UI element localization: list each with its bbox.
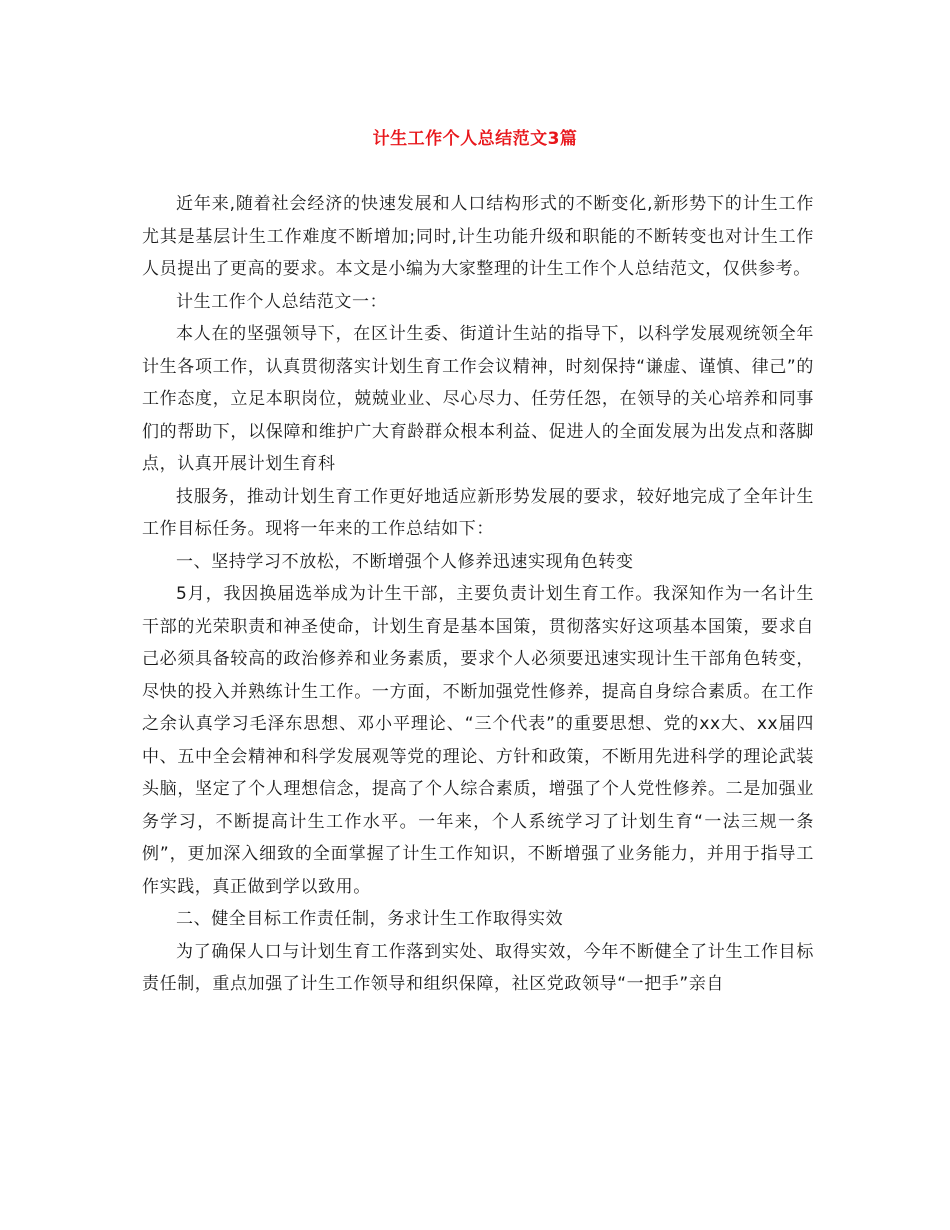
section-heading: 一、坚持学习不放松，不断增强个人修养迅速实现角色转变 [176,551,634,572]
paragraph: 为了确保人口与计划生育工作落到实处、取得实效，今年不断健全了计生工作目标责任制，重点加强了计生工作领导和组织保障，社区党政领导“一把手”亲自 [142,941,814,994]
paragraph: 5月，我因换届选举成为计生干部，主要负责计划生育工作。我深知作为一名计生干部的光荣职责和神圣使命，计划生育是基本国策，贯彻落实好这项基本国策，要求自己必须具备较高的政治修养和业务素质，要求个人必须要迅速实现计生干部角色转变，尽快的投入并熟练计生工作。一方面，不断加强党性修养，提高自身综合素质。在工作之余认真学习毛泽东思想、邓小平理论、“三个代表”的重要思想、党的xx大、xx届四中、五中全会精神和科学发展观等党的理论、方针和政策，不断用先进科学的理论武装头脑，坚定了个人理想信念，提高了个人综合素质，增强了个人党性修养。二是加强业务学习，不断提高计生工作水平。一年来，个人系统学习了计划生育“一法三规一条例”，更加深入细致的全面掌握了计生工作知识，不断增强了业务能力，并用于指导工作实践，真正做到学以致用。 [142,584,814,897]
paragraph: 近年来,随着社会经济的快速发展和人口结构形式的不断变化,新形势下的计生工作尤其是基层计生工作难度不断增加;同时,计生功能升级和职能的不断转变也对计生工作人员提出了更高的要求。本文是小编为大家整理的计生工作个人总结范文，仅供参考。 [142,194,814,279]
document-body [142,188,814,1001]
paragraph: 技服务，推动计划生育工作更好地适应新形势发展的要求，较好地完成了全年计生工作目标任务。现将一年来的工作总结如下： [142,486,814,539]
paragraph: 计生工作个人总结范文一： [176,291,388,312]
document-title: 计生工作个人总结范文3篇 [372,129,578,149]
section-heading: 二、健全目标工作责任制，务求计生工作取得实效 [176,909,564,929]
paragraph: 本人在的坚强领导下，在区计生委、街道计生站的指导下，以科学发展观统领全年计生各项工作，认真贯彻落实计划生育工作会议精神，时刻保持“谦虚、谨慎、律己”的工作态度，立足本职岗位，兢兢业业、尽心尽力、任劳任怨，在领导的关心培养和同事们的帮助下，以保障和维护广大育龄群众根本利益、促进人的全面发展为出发点和落脚点，认真开展计划生育科 [142,324,814,474]
